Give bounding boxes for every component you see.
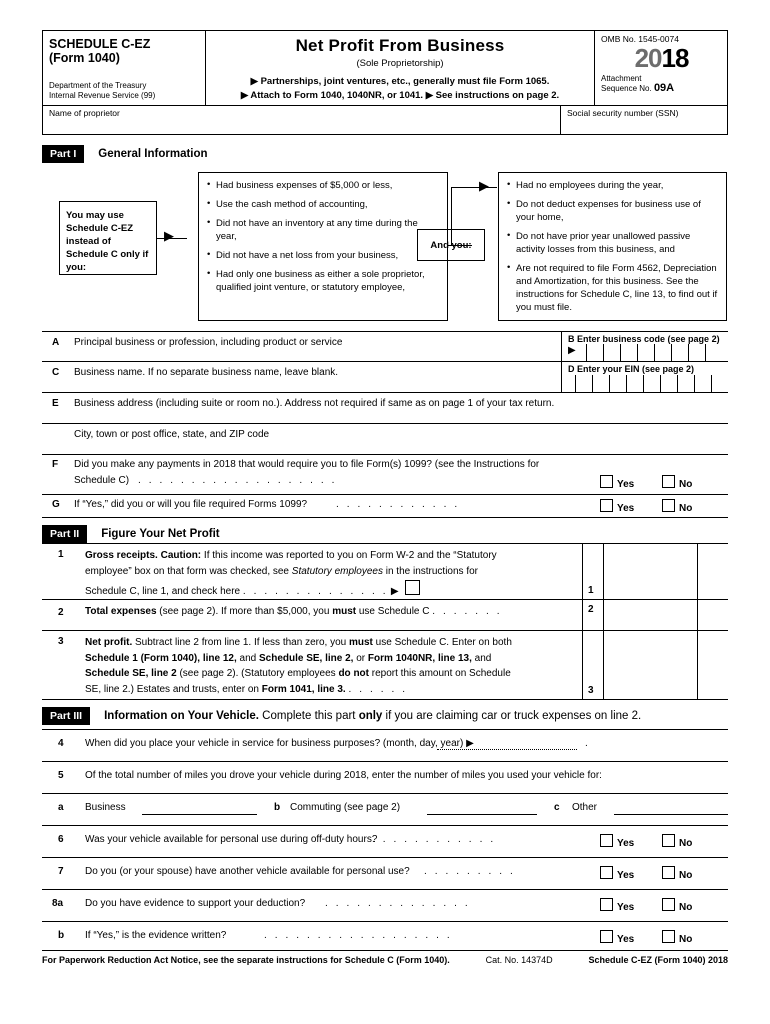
eligibility-item: • Had business expenses of $5,000 or less, (207, 179, 439, 192)
row-g-dots: . . . . . . . . . . . . (336, 499, 460, 510)
eligibility-item: • Do not deduct expenses for business use of your home, (507, 198, 718, 224)
form-header (42, 30, 728, 105)
line-2-number: 2 (58, 607, 64, 618)
tax-year (601, 45, 722, 72)
row-g-no-label: No (679, 503, 693, 514)
line-a-letter: a (58, 802, 64, 813)
line-4-date-input[interactable] (437, 738, 577, 750)
row-e-letter: E (52, 398, 59, 409)
department-text (49, 81, 201, 101)
row-g-letter: G (52, 499, 60, 510)
line-8a-yes-label: Yes (617, 902, 635, 913)
row-f-no-checkbox[interactable] (662, 475, 675, 488)
row-d-label: Enter your EIN (see page 2) (577, 364, 695, 374)
line-3-text (85, 635, 595, 697)
line-3-number: 3 (58, 636, 64, 647)
commuting-miles-label: Commuting (see page 2) (290, 802, 401, 813)
line-3-text-l: (see page 2). (Statutory employees (176, 668, 339, 679)
code-cell[interactable] (671, 344, 688, 362)
sequence-label: Sequence No. (601, 83, 652, 93)
part2-line-2 (42, 599, 728, 630)
part-2-tag: Part II (42, 525, 87, 543)
header-right (595, 31, 727, 105)
ein-cell-box[interactable] (694, 375, 711, 393)
line-b-letter: b (274, 802, 281, 813)
line-6-label: Was your vehicle available for personal use during off-duty hours? (85, 834, 378, 845)
part3-line-5 (42, 761, 728, 793)
part-1-banner (42, 145, 728, 163)
line-1-text-f: Schedule C, line 1, and check here (85, 586, 241, 597)
footer-catalog-number: Cat. No. 14374D (485, 955, 553, 965)
row-c-letter: C (52, 367, 60, 378)
line-8a-no-checkbox[interactable] (662, 898, 675, 911)
line-1-number-col (582, 543, 604, 599)
line-3-text-k: Schedule SE, line 2 (85, 668, 177, 679)
part-3-title-end: if you are claiming car or truck expenses on line 2. (382, 710, 642, 722)
line-3-text-d: use Schedule C. Enter on both (372, 637, 512, 648)
code-cell[interactable] (620, 344, 637, 362)
other-miles-input[interactable] (614, 802, 728, 815)
ssn-field[interactable] (561, 106, 727, 134)
tax-year-suffix: 18 (661, 43, 689, 73)
line-8a-dots: . . . . . . . . . . . . . . (325, 898, 471, 909)
part-3-banner (42, 707, 728, 725)
line-7-no[interactable] (662, 866, 692, 881)
code-cell[interactable] (705, 344, 722, 362)
line-2-text (85, 606, 502, 617)
line-3-text-e: Schedule 1 (Form 1040), line 12, (85, 652, 237, 664)
line-8b-yes[interactable] (600, 930, 634, 945)
ein-cell-box[interactable] (575, 375, 592, 393)
row-f-yes-label: Yes (617, 479, 635, 490)
line-8a-yes[interactable] (600, 898, 634, 913)
line-8b-no-label: No (679, 934, 693, 945)
line-5-number: 5 (58, 770, 64, 781)
eligibility-box-left: You may use Schedule C-EZ instead of Schedule C only if you: (59, 201, 157, 275)
eligibility-item: • Use the cash method of accounting, (207, 198, 439, 211)
line-1-dots: . . . . . . . . . . . . . . (242, 586, 389, 597)
line-2-text-b: (see page 2). If more than $5,000, you (156, 606, 333, 617)
footer-right: Schedule C-EZ (Form 1040) 2018 (588, 955, 728, 965)
line-8a-no-label: No (679, 902, 693, 913)
part-3-title-only: only (358, 710, 383, 722)
row-f-yes[interactable] (600, 475, 634, 490)
part-2-banner (42, 525, 728, 543)
eligibility-flow-diagram (42, 171, 728, 331)
line-7-yes[interactable] (600, 866, 634, 881)
line-8b-letter: b (58, 930, 65, 941)
part3-line-8b (42, 921, 728, 951)
part3-line-4 (42, 729, 728, 761)
row-a-letter: A (52, 337, 60, 348)
line-3-text-o: SE, line 2.) Estates and trusts, enter on (85, 683, 262, 695)
line-3-text-g: Schedule SE, line 2, (258, 652, 354, 664)
row-f-label-1: Did you make any payments in 2018 that would require you to file Form(s) 1099? (see the Instructions for (74, 459, 540, 470)
row-d-letter: D (568, 364, 575, 374)
line-1-text-a: Gross receipts. Caution: (85, 550, 202, 561)
line-3-text-c: must (349, 637, 373, 648)
part3-line-8a (42, 889, 728, 921)
row-f-letter: F (52, 459, 59, 470)
line-2-dots: . . . . . . . (432, 606, 503, 617)
line-1-text (85, 548, 595, 600)
ssn-label: Social security number (SSN) (567, 108, 679, 118)
proprietor-name-field[interactable] (43, 106, 561, 134)
row-g (42, 494, 728, 518)
line-8b-no-checkbox[interactable] (662, 930, 675, 943)
line-2-box-number: 2 (588, 604, 594, 615)
row-b-arrow: ▶ (568, 345, 576, 356)
code-cell[interactable] (586, 344, 603, 362)
line-5-label: Of the total number of miles you drove your vehicle during 2018, enter the number of miles you used your vehicle for: (85, 770, 602, 781)
row-g-yes-checkbox[interactable] (600, 499, 613, 512)
line-2-text-c: must (332, 606, 357, 617)
line-7-dots: . . . . . . . . . (424, 866, 516, 877)
form-name: (Form 1040) (49, 51, 120, 65)
row-c-label: Business name. If no separate business name, leave blank. (74, 367, 339, 378)
page-title: Net Profit From Business (295, 36, 505, 55)
row-f (42, 454, 728, 494)
code-cell[interactable] (654, 344, 671, 362)
line-3-text-m: do not (338, 668, 369, 679)
flow-arrow-2: ▶ (479, 178, 489, 193)
line-1-text-c: employee” box on that form was checked, see (85, 566, 292, 577)
part2-line-3 (42, 630, 728, 700)
line-8a-number: 8a (52, 898, 64, 909)
row-b-label: Enter business code (see page 2) (577, 334, 720, 344)
business-code-cell[interactable] (561, 331, 728, 362)
line-3-text-a: Net profit. (85, 637, 133, 648)
row-b-letter: B (568, 334, 575, 344)
part-3-tag: Part III (42, 707, 90, 725)
ein-cell-box[interactable] (626, 375, 643, 393)
line-7-yes-label: Yes (617, 870, 635, 881)
line-3-text-n: report this amount on Schedule (369, 668, 511, 679)
ein-cell-box[interactable] (711, 375, 728, 393)
part-1-tag: Part I (42, 145, 84, 163)
eligibility-item: • Did not have a net loss from your business, (207, 249, 439, 262)
sequence-number: 09A (653, 81, 675, 94)
line-1-text-e: in the instructions for (382, 566, 478, 577)
proprietor-name-label: Name of proprietor (49, 108, 120, 118)
line-1-text-b: If this income was reported to you on Form W-2 and the “Statutory (201, 550, 497, 561)
business-miles-input[interactable] (142, 802, 257, 815)
line-2-cents-divider (697, 599, 698, 630)
schedule-title (49, 37, 201, 65)
line-6-no[interactable] (662, 834, 692, 849)
attachment-sequence (601, 74, 722, 93)
business-miles-label: Business (85, 802, 126, 813)
line-6-yes-label: Yes (617, 838, 635, 849)
line-3-cents-divider (697, 630, 698, 699)
row-e[interactable] (42, 392, 728, 423)
line-7-no-checkbox[interactable] (662, 866, 675, 879)
eligibility-box-right (498, 172, 727, 321)
row-f-no[interactable] (662, 475, 692, 490)
part3-line-7 (42, 857, 728, 889)
other-miles-label: Other (572, 802, 598, 813)
row-g-label: If “Yes,” did you or will you file required Forms 1099? (74, 499, 308, 510)
ein-boxes[interactable] (575, 375, 728, 393)
row-g-yes[interactable] (600, 499, 634, 514)
line-7-no-label: No (679, 870, 693, 881)
name-ssn-row (42, 105, 728, 135)
form-footer (42, 951, 728, 965)
line-4-number: 4 (58, 738, 64, 749)
line-6-number: 6 (58, 834, 64, 845)
line-1-cents-divider (697, 543, 698, 599)
ein-cell-box[interactable] (643, 375, 660, 393)
part-3-title-rest: Complete this part (258, 710, 359, 722)
part3-line-abc (42, 793, 728, 825)
attachment-label: Attachment (601, 74, 642, 83)
part-1-title: General Information (98, 148, 208, 160)
code-cell[interactable] (637, 344, 654, 362)
line-6-dots: . . . . . . . . . . . . (372, 834, 496, 845)
header-instruction-2: ▶ Attach to Form 1040, 1040NR, or 1041. ▶ See instructions on page 2. (240, 90, 560, 101)
line-8b-no[interactable] (662, 930, 692, 945)
row-a-b (42, 331, 728, 361)
header-instruction-1: ▶ Partnerships, joint ventures, etc., generally must file Form 1065. (250, 76, 550, 87)
business-code-boxes[interactable] (586, 344, 722, 362)
row-f-label-2: Schedule C) (74, 475, 130, 486)
line-1-box-number: 1 (588, 585, 594, 596)
line-8a-yes-checkbox[interactable] (600, 898, 613, 911)
line-2-number-col (582, 599, 604, 630)
eligibility-item: • Had no employees during the year, (507, 179, 718, 192)
line-1-text-d: Statutory employees (291, 566, 383, 577)
line-6-yes-checkbox[interactable] (600, 834, 613, 847)
line-8b-yes-checkbox[interactable] (600, 930, 613, 943)
row-e-label: Business address (including suite or room no.). Address not required if same as on page 1 of your tax return. (74, 398, 555, 409)
line-3-number-col (582, 630, 604, 699)
flow-connector-1 (157, 238, 187, 239)
row-g-no-checkbox[interactable] (662, 499, 675, 512)
ein-cell[interactable] (561, 362, 728, 392)
ein-cell-box[interactable] (677, 375, 694, 393)
tax-year-prefix: 20 (634, 43, 662, 73)
part-3-title (104, 710, 641, 722)
header-center (206, 31, 595, 105)
line-8a-no[interactable] (662, 898, 692, 913)
line-1-arrow: ▶ (390, 586, 399, 597)
part-2-title: Figure Your Net Profit (101, 528, 220, 540)
line-2-amount-cell[interactable] (604, 599, 728, 630)
line-3-dots: . . . . . . (348, 683, 408, 695)
line-c-letter: c (554, 802, 560, 813)
row-f-dots: . . . . . . . . . . . . . . . . . . . (138, 475, 337, 486)
flow-arrow-1: ▶ (164, 228, 174, 243)
line-3-text-f: and (236, 652, 259, 664)
eligibility-box-middle (198, 172, 448, 321)
and-you-box: And you: (417, 229, 485, 261)
line-2-text-a: Total expenses (85, 606, 157, 617)
line-7-number: 7 (58, 866, 64, 877)
part3-line-6 (42, 825, 728, 857)
line-1-checkbox[interactable] (405, 580, 420, 595)
dept-line2: Internal Revenue Service (99) (49, 91, 156, 100)
line-8b-yes-label: Yes (617, 934, 635, 945)
line-8b-dots: . . . . . . . . . . . . . . . . . . (264, 930, 453, 941)
footer-left: For Paperwork Reduction Act Notice, see the separate instructions for Schedule C (Form 1040). (42, 955, 450, 965)
line-8a-label: Do you have evidence to support your deduction? (85, 898, 306, 909)
line-8b-label: If “Yes,” is the evidence written? (85, 930, 227, 941)
dept-line1: Department of the Treasury (49, 81, 147, 90)
line-3-text-j: and (471, 652, 492, 664)
eligibility-item: • Did not have an inventory at any time during the year, (207, 217, 439, 243)
row-f-yes-checkbox[interactable] (600, 475, 613, 488)
line-6-yes[interactable] (600, 834, 634, 849)
line-1-number: 1 (58, 549, 64, 560)
row-g-no[interactable] (662, 499, 692, 514)
row-f-no-label: No (679, 479, 693, 490)
header-left (43, 31, 206, 105)
line-4-period: . (585, 738, 588, 749)
row-c-d (42, 361, 728, 392)
code-cell[interactable] (603, 344, 620, 362)
line-3-text-b: Subtract line 2 from line 1. If less than zero, you (132, 637, 349, 648)
code-cell[interactable] (688, 344, 705, 362)
flow-connector-4 (451, 187, 452, 245)
omb-number: OMB No. 1545-0074 (601, 34, 679, 44)
row-e-city[interactable] (42, 423, 728, 454)
ein-cell-box[interactable] (660, 375, 677, 393)
row-g-yes-label: Yes (617, 503, 635, 514)
line-7-yes-checkbox[interactable] (600, 866, 613, 879)
line-6-no-checkbox[interactable] (662, 834, 675, 847)
line-3-amount-cell[interactable] (604, 630, 728, 699)
eligibility-item: • Had only one business as either a sole proprietor, qualified joint venture, or statutory employee, (207, 268, 439, 294)
line-6-no-label: No (679, 838, 693, 849)
ein-cell-box[interactable] (592, 375, 609, 393)
line-7-label: Do you (or your spouse) have another vehicle available for personal use? (85, 866, 410, 877)
line-2-text-d: use Schedule C (356, 606, 430, 617)
ein-cell-box[interactable] (609, 375, 626, 393)
line-3-box-number: 3 (588, 685, 594, 696)
schedule-name: SCHEDULE C-EZ (49, 37, 151, 51)
eligibility-item: • Are not required to file Form 4562, Depreciation and Amortization, for this business. See the instructions for Schedule C, line 13, to find out if you must file. (507, 262, 718, 314)
part2-line-1 (42, 543, 728, 599)
commuting-miles-input[interactable] (427, 802, 537, 815)
flow-connector-3 (451, 187, 497, 188)
line-3-text-p: Form 1041, line 3. (261, 683, 346, 695)
row-a-label: Principal business or profession, including product or service (74, 337, 343, 348)
part-3-title-bold: Information on Your Vehicle. (104, 710, 259, 722)
eligibility-item: • Do not have prior year unallowed passive activity losses from this business, and (507, 230, 718, 256)
line-1-amount-cell[interactable] (604, 543, 728, 599)
page-subtitle: (Sole Proprietorship) (356, 58, 444, 69)
line-3-text-i: Form 1040NR, line 13, (367, 652, 472, 664)
line-4-label: When did you place your vehicle in service for business purposes? (month, day, year) ▶ (85, 738, 474, 749)
line-3-text-h: or (353, 652, 368, 664)
row-e-city-label: City, town or post office, state, and ZIP code (74, 429, 270, 440)
